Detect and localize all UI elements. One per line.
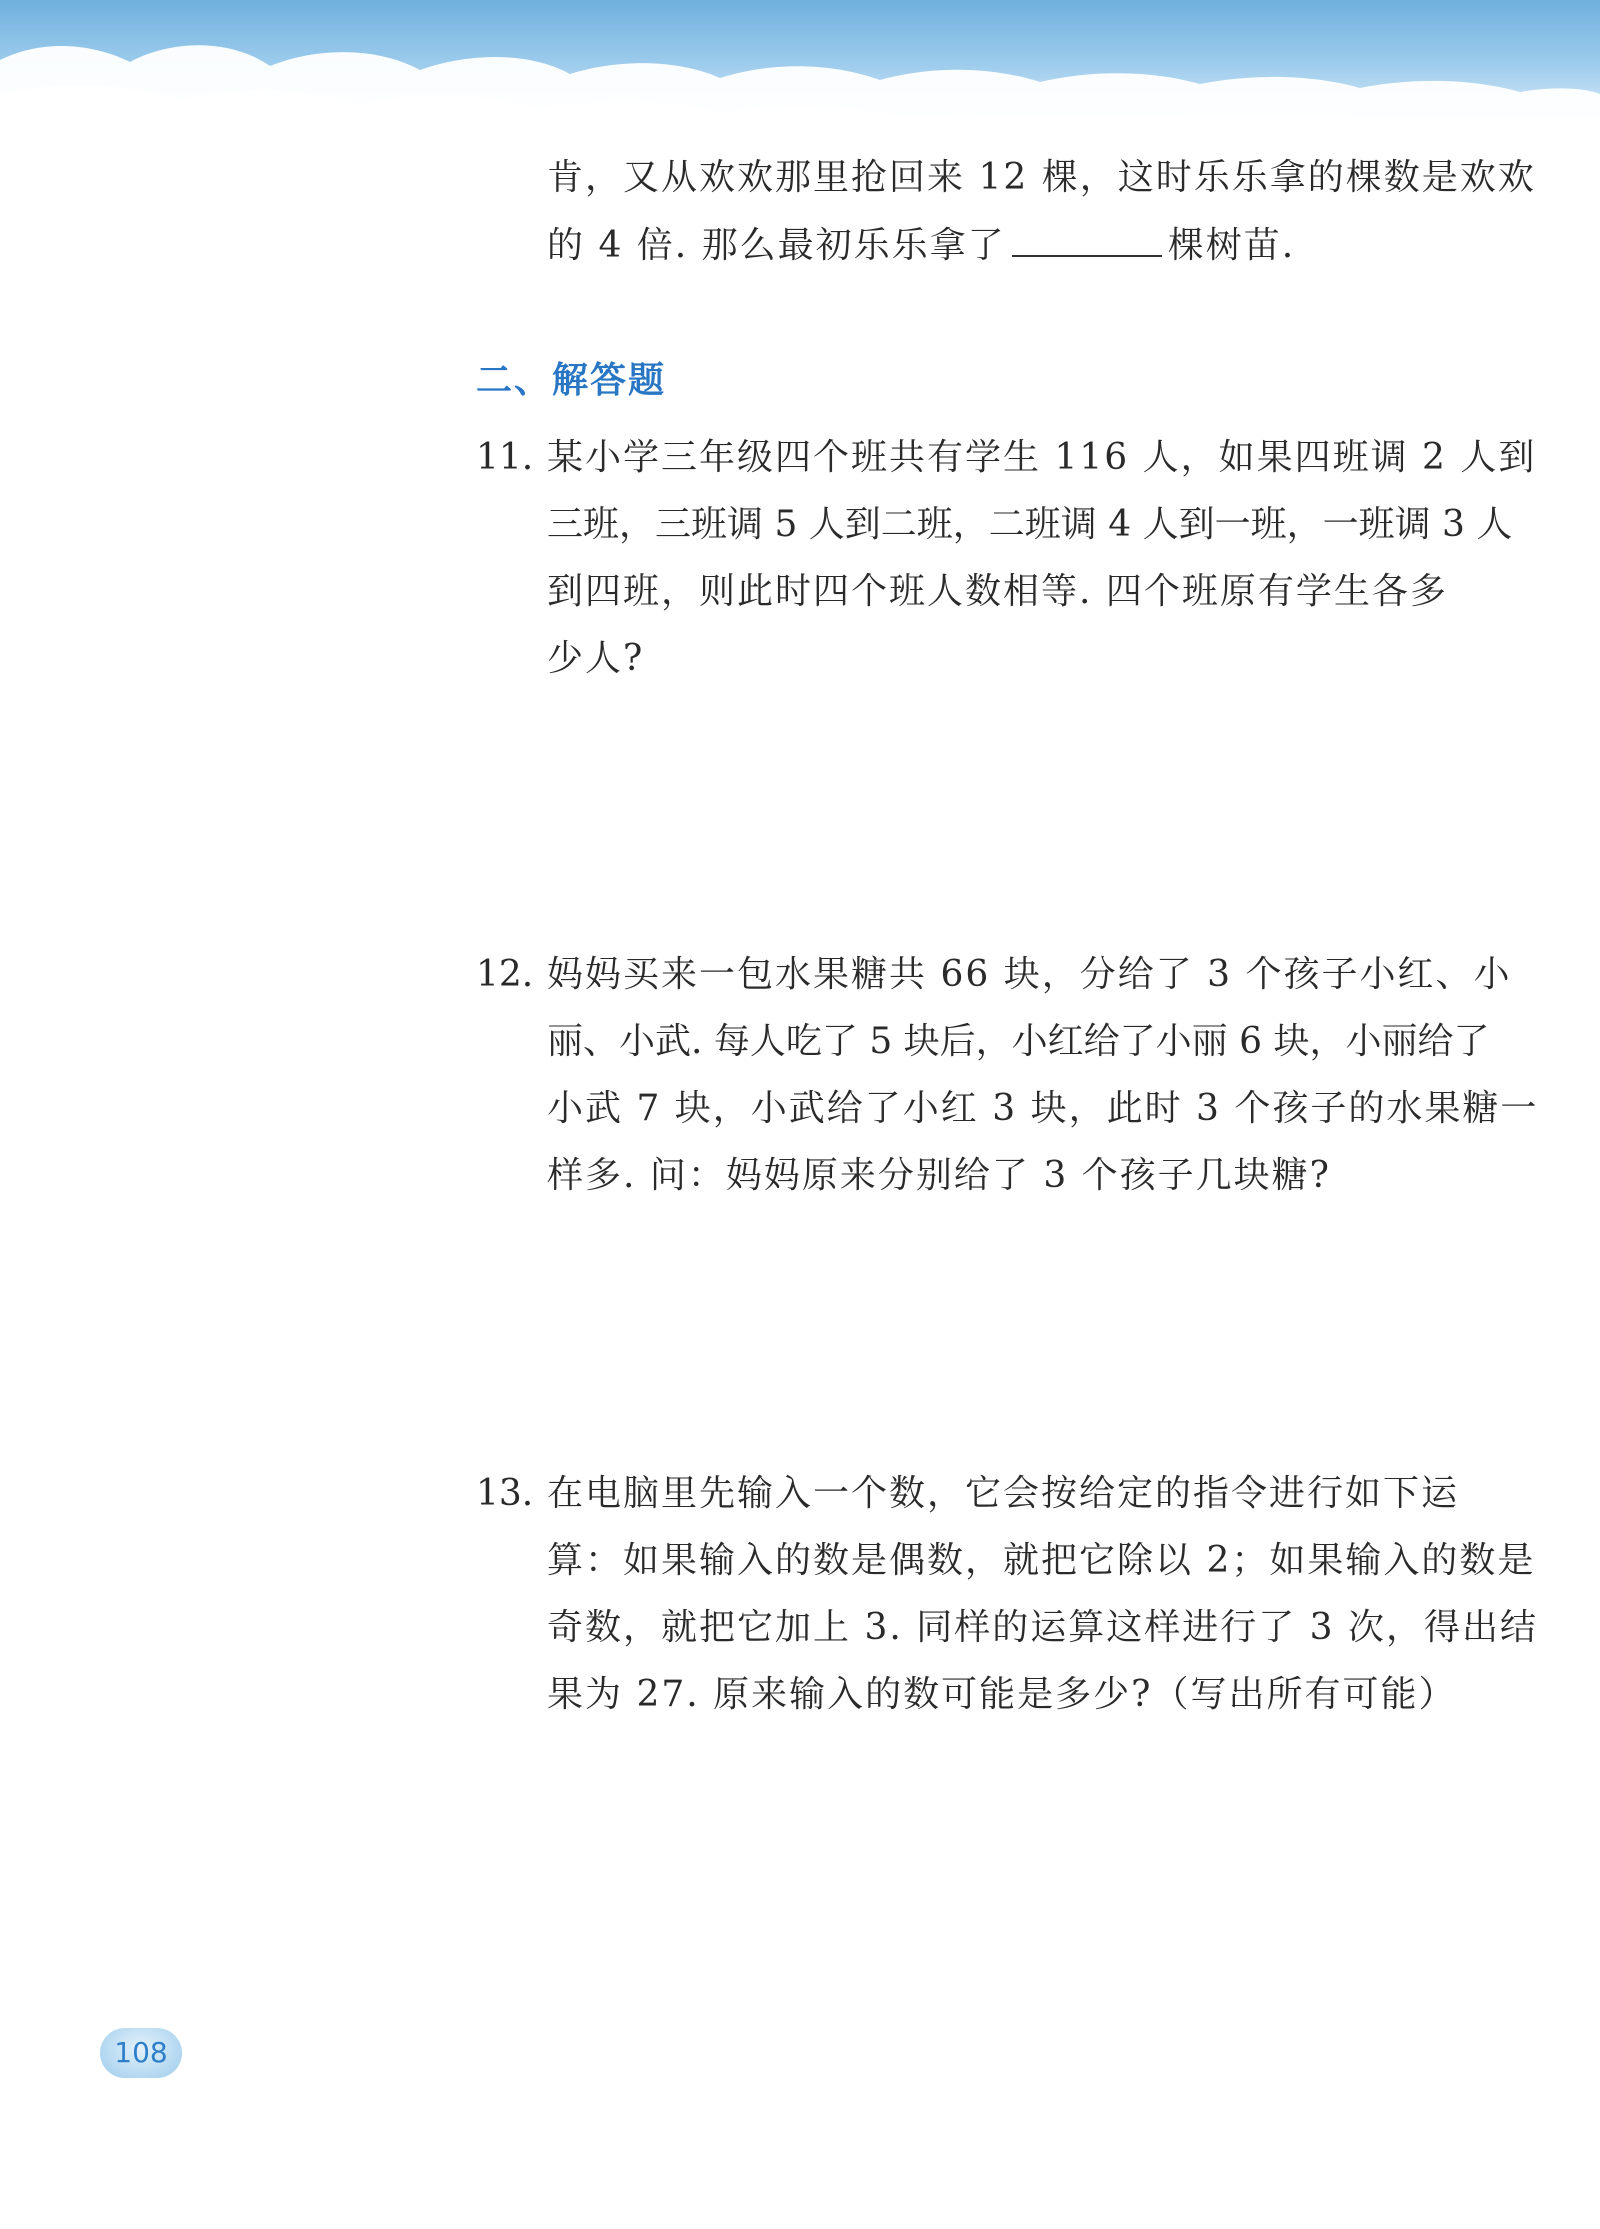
question-13-line-1: 在电脑里先输入一个数，它会按给定的指令进行如下运 bbox=[547, 1473, 1460, 1514]
page-number: 108 bbox=[114, 2036, 168, 2069]
question-13-line-4: 果为 27. 原来输入的数可能是多少?（写出所有可能） bbox=[547, 1674, 1457, 1715]
question-10-text-after-blank: 棵树苗. bbox=[1167, 225, 1296, 266]
question-12-line-4: 样多. 问：妈妈原来分别给了 3 个孩子几块糖? bbox=[547, 1155, 1331, 1196]
page-number-badge bbox=[100, 2028, 182, 2078]
question-12-line-2: 丽、小武. 每人吃了 5 块后，小红给了小丽 6 块，小丽给了 bbox=[547, 1021, 1490, 1062]
question-13-line-3: 奇数，就把它加上 3. 同样的运算这样进行了 3 次，得出结 bbox=[547, 1607, 1539, 1648]
question-13-number: 13. bbox=[476, 1473, 534, 1514]
question-11-line-3: 到四班，则此时四个班人数相等. 四个班原有学生各多 bbox=[547, 571, 1448, 612]
question-12-line-1: 妈妈买来一包水果糖共 66 块，分给了 3 个孩子小红、小 bbox=[547, 954, 1512, 995]
question-10-line-2 bbox=[547, 223, 1295, 269]
question-10-text-before-blank: 的 4 倍. 那么最初乐乐拿了 bbox=[547, 225, 1006, 266]
question-12-number: 12. bbox=[476, 954, 534, 995]
question-11-line-2: 三班，三班调 5 人到二班，二班调 4 人到一班，一班调 3 人 bbox=[547, 504, 1513, 545]
answer-blank[interactable] bbox=[1012, 225, 1162, 257]
question-11-number: 11. bbox=[476, 437, 534, 478]
question-13-line-2: 算：如果输入的数是偶数，就把它除以 2；如果输入的数是 bbox=[547, 1540, 1536, 1581]
section-title: 二、解答题 bbox=[476, 360, 667, 401]
question-10-line-1: 肯，又从欢欢那里抢回来 12 棵，这时乐乐拿的棵数是欢欢 bbox=[547, 157, 1536, 198]
question-11-line-1: 某小学三年级四个班共有学生 116 人，如果四班调 2 人到 bbox=[547, 437, 1537, 478]
question-11-line-4: 少人? bbox=[547, 638, 645, 679]
question-12-line-3: 小武 7 块，小武给了小红 3 块，此时 3 个孩子的水果糖一 bbox=[547, 1088, 1539, 1129]
